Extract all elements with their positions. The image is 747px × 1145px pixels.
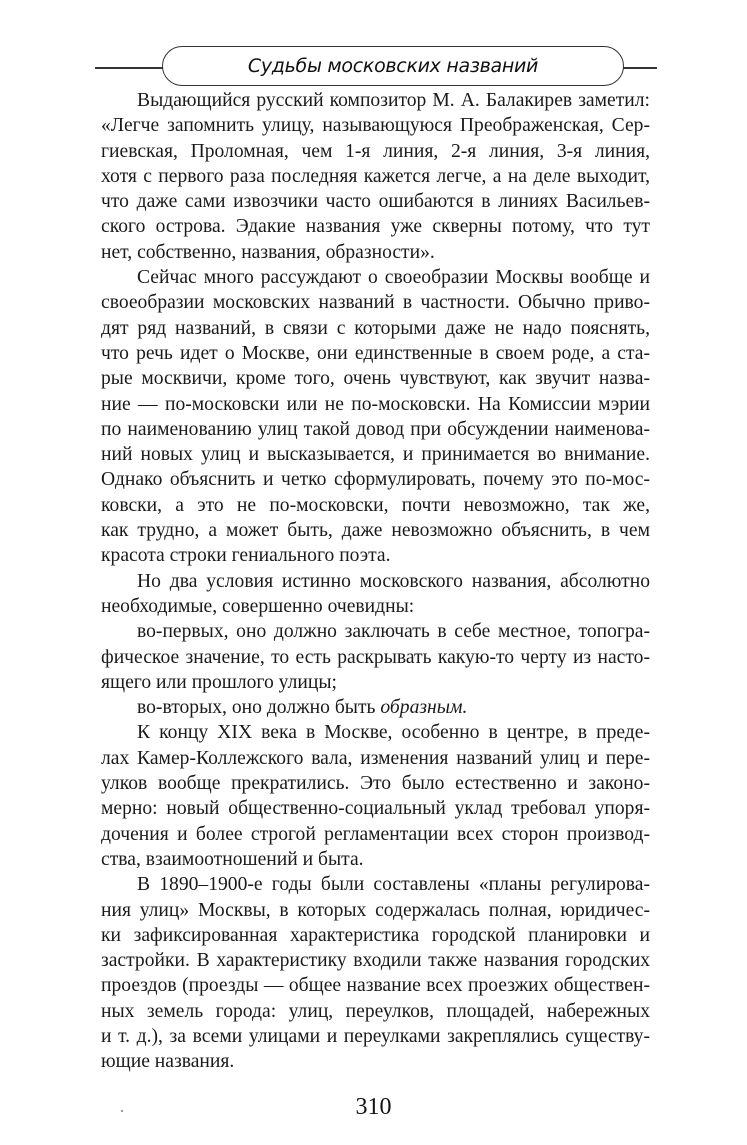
- text-line: [101, 543, 650, 568]
- header-rule-left: [95, 67, 163, 69]
- text-line: [101, 771, 650, 796]
- text-line: [101, 341, 650, 366]
- text-line: [101, 442, 650, 467]
- text-line: [101, 594, 650, 619]
- text-line: [101, 872, 650, 897]
- text-line: [101, 1049, 650, 1074]
- text-line-content: ющие названия.: [101, 1051, 235, 1073]
- text-line-content: фическое значение, то есть раскрывать какую-то черту из насто-: [101, 646, 650, 668]
- text-line-content: Выдающийся русский композитор М. А. Балакирев заметил:: [137, 90, 650, 111]
- text-line-content: что речь идет о Москве, они единственные в своем роде, а ста-: [101, 342, 650, 364]
- text-line-content: К концу XIX века в Москве, особенно в центре, в преде-: [137, 722, 650, 744]
- text-line: [101, 139, 650, 164]
- text-line-content: дят ряд названий, в связи с которыми даже не надо пояснять,: [101, 317, 650, 339]
- text-line: [101, 1024, 650, 1049]
- running-header: [162, 46, 624, 86]
- text-line-content: по наименованию улиц такой довод при обсуждении наименова-: [101, 418, 650, 440]
- text-line-content: во-первых, оно должно заключать в себе местное, топогра-: [137, 621, 650, 643]
- text-line: [101, 214, 650, 239]
- text-line: [101, 189, 650, 214]
- page-number: 310: [355, 1094, 392, 1120]
- text-line: [101, 113, 650, 138]
- text-line: [101, 898, 650, 923]
- text-line: [101, 670, 650, 695]
- text-line-content: дочения и более строгой регламентации всех сторон производ-: [101, 823, 650, 845]
- text-line: [101, 847, 650, 872]
- body-text: [101, 88, 650, 1075]
- text-line-content: своеобразии московских названий в частности. Обычно приво-: [101, 292, 650, 314]
- text-line-content: что даже сами извозчики часто ошибаются в линиях Васильев-: [101, 191, 650, 213]
- text-line-content: ящего или прошлого улицы;: [101, 671, 337, 693]
- text-line-content: Сейчас много рассуждают о своеобразии Москвы вообще и: [137, 267, 650, 289]
- text-line-content: улков вообще прекратились. Это было естественно и законо-: [101, 773, 650, 795]
- text-line-content: застройки. В характеристику входили также названия городских: [101, 950, 650, 972]
- header-rule-right: [623, 67, 657, 69]
- text-line-content: ние — по-московски или не по-московски. На Комиссии мэрии: [101, 393, 650, 415]
- text-line: [101, 948, 650, 973]
- text-line-content: красота строки гениального поэта.: [101, 545, 391, 567]
- text-line-content: Однако объяснить и четко сформулировать, почему это по-мос-: [101, 469, 650, 491]
- text-line-content: нет, собственно, названия, образности».: [101, 241, 435, 263]
- text-line: [101, 240, 650, 265]
- text-line-content: ний новых улиц и высказывается, и принимается во внимание.: [101, 444, 650, 466]
- text-line-content: ки зафиксированная характеристика городской планировки и: [101, 924, 650, 946]
- text-line-content: и т. д.), за всеми улицами и переулками закреплялись существу-: [101, 1025, 650, 1047]
- text-line: [101, 822, 650, 847]
- text-line-content: ства, взаимоотношений и быта.: [101, 848, 364, 870]
- text-line-content: как трудно, а может быть, даже невозможно объяснить, в чем: [101, 520, 650, 542]
- text-line-content: необходимые, совершенно очевидны:: [101, 595, 415, 617]
- text-line: [101, 316, 650, 341]
- text-line-content: хотя с первого раза последняя кажется легче, а на деле выходит,: [101, 165, 650, 187]
- text-line: [101, 392, 650, 417]
- text-line-content: ского острова. Эдакие названия уже скверны потому, что тут: [101, 216, 650, 238]
- text-line: [101, 923, 650, 948]
- text-line: [101, 619, 650, 644]
- text-line-content: рые москвичи, кроме того, очень чувствуют, как звучит назва-: [101, 368, 650, 390]
- text-line-content: ных земель города: улиц, переулков, площадей, набережных: [101, 1000, 650, 1022]
- running-header-title: Судьбы московских названий: [247, 55, 539, 77]
- text-line: [101, 645, 650, 670]
- text-line: [101, 417, 650, 442]
- text-line: [101, 999, 650, 1024]
- emphasized-word: образным.: [380, 697, 468, 719]
- text-line: [101, 695, 650, 720]
- text-line: [101, 467, 650, 492]
- text-line: [101, 493, 650, 518]
- text-line: [101, 720, 650, 745]
- text-line-content: Но два условия истинно московского названия, абсолютно: [137, 570, 650, 592]
- text-line: [101, 265, 650, 290]
- text-line: [101, 569, 650, 594]
- text-line-content: проездов (проезды — общее название всех проезжих обществен-: [101, 975, 650, 997]
- text-line-content: во-вторых, оно должно быть: [137, 697, 381, 719]
- text-line-content: ния улиц» Москвы, в которых содержалась полная, юридичес-: [101, 899, 650, 921]
- text-line-content: мерно: новый общественно-социальный уклад требовал упоря-: [101, 798, 650, 820]
- text-line-content: В 1890–1900-е годы были составлены «планы регулирова-: [137, 874, 650, 896]
- text-line-content: ковски, а это не по-московски, почти невозможно, так же,: [101, 494, 650, 516]
- text-line-content: «Легче запомнить улицу, называющуюся Преображенская, Сер-: [101, 115, 650, 137]
- text-line-content: лах Камер-Коллежского вала, изменения названий улиц и пере-: [101, 747, 650, 769]
- text-line: [101, 164, 650, 189]
- text-line: [101, 88, 650, 113]
- text-line: [101, 796, 650, 821]
- text-line: [101, 518, 650, 543]
- text-line-content: гиевская, Проломная, чем 1-я линия, 2-я линия, 3-я линия,: [101, 140, 650, 162]
- text-line: [101, 366, 650, 391]
- text-line: [101, 290, 650, 315]
- text-line: [101, 746, 650, 771]
- text-line: [101, 973, 650, 998]
